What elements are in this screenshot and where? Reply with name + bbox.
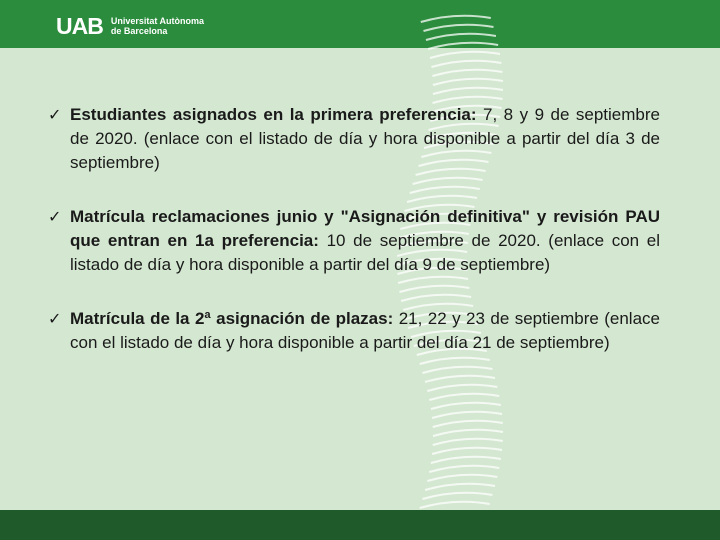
footer-bar [0,510,720,540]
header-bar [0,0,720,48]
bullet-heading: Estudiantes asignados en la primera preferencia: [70,105,477,124]
bullet-text: 7, 8 y 9 de septiembre de 2020. (enlace con el listado de día y hora disponible a partir del día 3 de septiembre) [70,105,660,172]
checkmark-icon: ✓ [48,105,62,124]
bullet-text: 10 de septiembre de 2020. (enlace con el listado de día y hora disponible a partir del día 9 de septiembre) [70,231,661,274]
checkmark-icon: ✓ [48,207,62,226]
bullet-item [48,205,660,277]
bullet-item [48,307,660,355]
bullet-text: 21, 22 y 23 de septiembre (enlace con el listado de día y hora disponible a partir del día 21 de septiembre) [70,309,660,352]
logo-line-1: Universitat Autònoma [110,16,205,26]
uab-logo [56,14,204,38]
bullet-item [48,103,660,175]
bullet-heading: Matrícula reclamaciones junio y "Asignación definitiva" y revisión PAU que entran en 1a preferencia: [70,207,660,250]
logo-text [111,16,204,36]
bullet-list [48,103,660,385]
bullet-heading: Matrícula de la 2ª asignación de plazas: [70,309,394,328]
checkmark-icon: ✓ [48,309,62,328]
logo-mark: UAB [56,13,103,39]
logo-line-2: de Barcelona [110,26,168,36]
